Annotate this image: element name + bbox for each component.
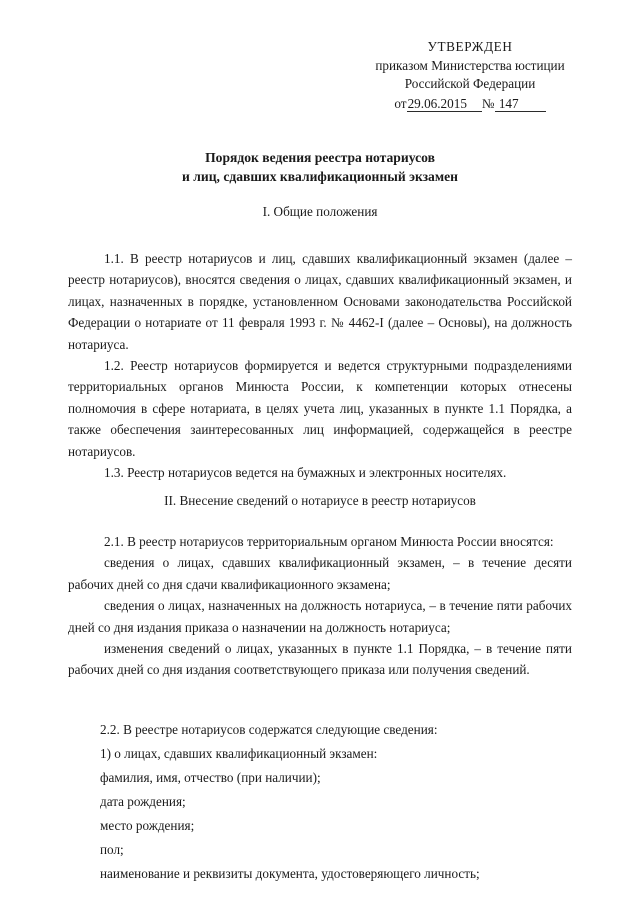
approval-title: УТВЕРЖДЕН xyxy=(427,39,513,54)
list-item-field-2: место рождения; xyxy=(100,818,195,833)
approval-number-label: № xyxy=(481,95,495,111)
approval-authority-line-1: приказом Министерства юстиции xyxy=(375,57,565,73)
section-heading-2: II. Внесение сведений о нотариусе в реестр нотариусов xyxy=(164,493,476,508)
list-item-field-1: дата рождения; xyxy=(100,794,186,809)
list-item-1: 1) о лицах, сдавших квалификационный экзамен: xyxy=(100,746,378,761)
paragraph-2-1-intro: 2.1. В реестр нотариусов территориальным органом Минюста России вносятся: xyxy=(104,534,554,549)
paragraph-2-1-item-3: изменения сведений о лицах, указанных в пункте 1.1 Порядка, – в течение пяти рабочих дней со дня издания соответствующего приказа или получения сведений. xyxy=(68,641,572,678)
list-item-field-0: фамилия, имя, отчество (при наличии); xyxy=(100,770,321,785)
paragraph-1-1: 1.1. В реестр нотариусов и лиц, сдавших квалификационный экзамен (далее – реестр нотариусов), вносятся сведения о лицах, сдавших квалификационный экзамен, и лицах, назначенных в порядке, установленном Основами законодательства Российской Федерации о нотариате от 11 февраля 1993 г. № 4462-I (далее – Основы), на должность нотариуса. xyxy=(68,251,572,352)
list-item-field-4: наименование и реквизиты документа, удостоверяющего личность; xyxy=(100,866,480,881)
document-title-line-2: и лиц, сдавших квалификационный экзамен xyxy=(182,169,458,184)
approval-date-underline-tail xyxy=(468,96,482,112)
section-heading-1: I. Общие положения xyxy=(262,204,378,219)
document-title xyxy=(70,148,570,186)
approval-authority-line-2: Российской Федерации xyxy=(404,76,536,91)
approval-date-prefix: от xyxy=(394,95,407,111)
paragraph-2-1-item-2: сведения о лицах, назначенных на должность нотариуса, – в течение пяти рабочих дней со дня издания приказа о назначении на должность нотариуса; xyxy=(68,598,572,635)
list-item-field-3: пол; xyxy=(100,842,124,857)
approval-date-number-row xyxy=(330,95,610,114)
approval-date-value: 29.06.2015 xyxy=(407,95,467,111)
section-2-body xyxy=(68,531,572,681)
paragraph-2-1-item-1: сведения о лицах, сдавших квалификационный экзамен, – в течение десяти рабочих дней со дня сдачи квалификационного экзамена; xyxy=(68,555,572,592)
document-title-line-1: Порядок ведения реестра нотариусов xyxy=(205,150,435,165)
approval-number-text: 147 xyxy=(498,95,519,111)
paragraph-1-2: 1.2. Реестр нотариусов формируется и ведется структурными подразделениями территориальных органов Минюста России, к компетенции которых отнесены полномочия в сфере нотариата, в целях учета лиц, указанных в пункте 1.1 Порядка, а также обеспечения заинтересованных лиц информацией, содержащейся в реестре нотариусов. xyxy=(68,358,572,459)
paragraph-2-2: 2.2. В реестре нотариусов содержатся следующие сведения: xyxy=(100,722,438,737)
approval-number-value xyxy=(495,96,520,112)
approval-number-underline-tail xyxy=(520,96,546,112)
section-2-list xyxy=(68,718,572,886)
paragraph-1-3: 1.3. Реестр нотариусов ведется на бумажных и электронных носителях. xyxy=(104,465,507,481)
section-1-body xyxy=(68,248,572,483)
approval-block xyxy=(330,38,610,113)
